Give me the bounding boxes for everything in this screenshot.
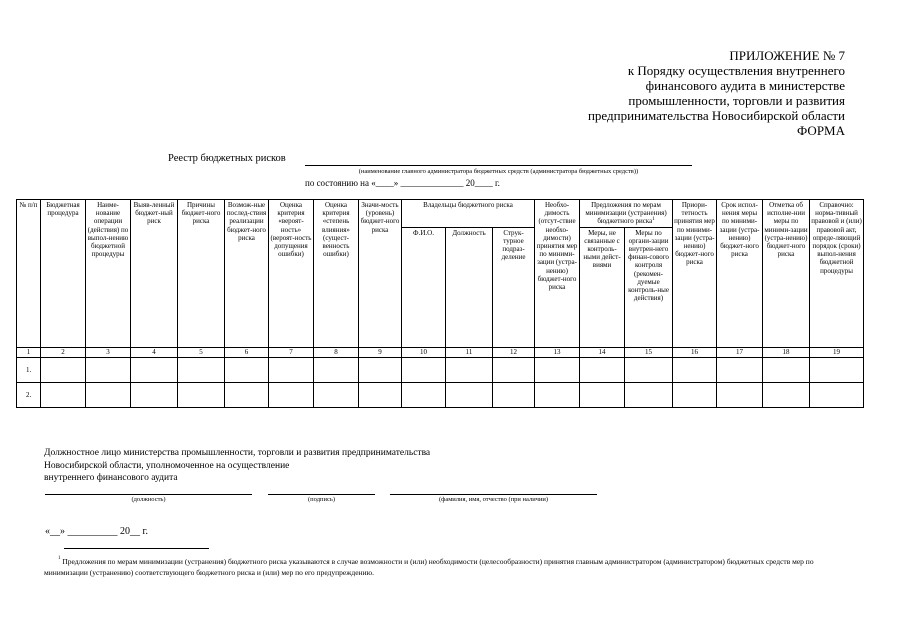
- table-cell[interactable]: [402, 357, 446, 382]
- table-cell[interactable]: [673, 382, 717, 407]
- header-group-cell: [580, 200, 673, 228]
- column-number: 1: [17, 347, 41, 357]
- table-cell[interactable]: [314, 357, 359, 382]
- table-cell[interactable]: [717, 382, 763, 407]
- table-cell[interactable]: [535, 357, 580, 382]
- table-cell[interactable]: [359, 357, 402, 382]
- table-cell[interactable]: [131, 382, 178, 407]
- column-number: 12: [493, 347, 535, 357]
- footnote-text: Предложения по мерам минимизации (устранения) бюджетного риска указываются в случае возможности и (или) необходимости (целесообразности) принятия главным администратором (администратором) бюджетных средств мер по минимизации (устранению) соответствующего бюджетного риска и (или) мер по его предупреждению.: [44, 557, 814, 577]
- official-line: Должностное лицо министерства промышленности, торговли и развития предпринимательства: [44, 448, 431, 458]
- column-number: 18: [763, 347, 810, 357]
- table-cell[interactable]: [178, 357, 225, 382]
- table-cell[interactable]: [625, 357, 673, 382]
- appendix-title: ПРИЛОЖЕНИЕ № 7: [729, 48, 845, 63]
- header-cell: Оценка критерия «вероят-ность» (вероят-ность допущения ошибки): [269, 200, 314, 348]
- footnote: [44, 556, 859, 578]
- table-cell[interactable]: [314, 382, 359, 407]
- signature-caption: (подпись): [308, 496, 335, 503]
- row-index: 1.: [17, 357, 41, 382]
- table-cell[interactable]: [535, 382, 580, 407]
- header-cell: Срок испол-нения меры по миними-зации (устра-нению) бюджет-ного риска: [717, 200, 763, 348]
- column-number: 7: [269, 347, 314, 357]
- table-cell[interactable]: [402, 382, 446, 407]
- header-cell: Значи-мость (уровень) бюджет-ного риска: [359, 200, 402, 348]
- table-cell[interactable]: [717, 357, 763, 382]
- column-number: 16: [673, 347, 717, 357]
- table-cell[interactable]: [493, 357, 535, 382]
- appendix-line: финансового аудита в министерстве: [645, 78, 845, 93]
- footnote-mark: 1: [58, 556, 61, 561]
- table-cell[interactable]: [580, 382, 625, 407]
- full-name-caption: (фамилия, имя, отчество (при наличии): [438, 496, 549, 503]
- header-cell: Меры по органи-зации внутрен-него финан-сового контроля (рекомен-дуемые контроль-ные действия): [625, 227, 673, 347]
- table-cell[interactable]: [810, 382, 864, 407]
- column-number: 6: [225, 347, 269, 357]
- header-cell: Отметка об исполне-нии меры по миними-зации (устра-нению) бюджет-ного риска: [763, 200, 810, 348]
- table-cell[interactable]: [359, 382, 402, 407]
- registry-date-line: по состоянию на «____» ______________ 20____ г.: [305, 178, 500, 188]
- column-number-row: [17, 347, 864, 357]
- sign-date: «__» __________ 20__ г.: [45, 526, 148, 537]
- table-cell[interactable]: [446, 357, 493, 382]
- header-cell: Ф.И.О.: [402, 227, 446, 347]
- registry-title: Реестр бюджетных рисков: [168, 153, 286, 164]
- header-row: [17, 200, 864, 228]
- table-row: [17, 357, 864, 382]
- column-number: 17: [717, 347, 763, 357]
- table-cell[interactable]: [86, 382, 131, 407]
- appendix-line: промышленности, торговли и развития: [628, 93, 845, 108]
- table-cell[interactable]: [131, 357, 178, 382]
- position-field[interactable]: [45, 494, 252, 495]
- column-number: 3: [86, 347, 131, 357]
- table-cell[interactable]: [625, 382, 673, 407]
- table-cell[interactable]: [493, 382, 535, 407]
- table-cell[interactable]: [86, 357, 131, 382]
- signature-field[interactable]: [268, 494, 375, 495]
- header-cell: Необхо-димость (отсут-ствие необхо-димости) принятия мер по миними-зации (устра-нению) бюджет-ного риска: [535, 200, 580, 348]
- column-number: 4: [131, 347, 178, 357]
- registry-name-field[interactable]: [305, 165, 692, 166]
- header-cell: Приори-тетность принятия мер по миними-зации (устра-нению) бюджет-ного риска: [673, 200, 717, 348]
- column-number: 11: [446, 347, 493, 357]
- header-cell: Меры, не связанные с контроль-ными дейст-виями: [580, 227, 625, 347]
- column-number: 10: [402, 347, 446, 357]
- form-label: ФОРМА: [797, 123, 845, 138]
- table-cell[interactable]: [269, 357, 314, 382]
- table-cell[interactable]: [763, 382, 810, 407]
- table-cell[interactable]: [763, 357, 810, 382]
- table-cell[interactable]: [580, 357, 625, 382]
- table-cell[interactable]: [225, 382, 269, 407]
- registry-subtitle: (наименование главного администратора бюджетных средств (администратора бюджетных средств)): [358, 168, 639, 175]
- full-name-field[interactable]: [390, 494, 597, 495]
- column-number: 14: [580, 347, 625, 357]
- header-cell: Струк-турное подраз-деление: [493, 227, 535, 347]
- official-block: [44, 447, 430, 485]
- official-line: Новосибирской области, уполномоченное на осуществление: [44, 460, 290, 471]
- header-cell: Оценка критерия «степень влияния» (сущест-венность ошибки): [314, 200, 359, 348]
- table-cell[interactable]: [41, 382, 86, 407]
- table-cell[interactable]: [673, 357, 717, 382]
- row-index: 2.: [17, 382, 41, 407]
- header-cell: Наиме-нование операции (действия) по выпол-нению бюджетной процедуры: [86, 200, 131, 348]
- table-cell[interactable]: [225, 357, 269, 382]
- position-caption: (должность): [131, 496, 166, 503]
- column-number: 13: [535, 347, 580, 357]
- appendix-line: к Порядку осуществления внутреннего: [627, 63, 845, 78]
- appendix-header: [515, 48, 845, 138]
- column-number: 2: [41, 347, 86, 357]
- header-cell: Должность: [446, 227, 493, 347]
- table-cell[interactable]: [446, 382, 493, 407]
- header-cell: Справочно: норма-тивный правовой и (или) правовой акт, опреде-ляющий порядок (сроки) выпол-нения бюджетной процедуры: [810, 200, 864, 348]
- column-number: 15: [625, 347, 673, 357]
- header-cell: Выяв-ленный бюджет-ный риск: [131, 200, 178, 348]
- header-cell: Причины бюджет-ного риска: [178, 200, 225, 348]
- risk-registry-table: [16, 199, 864, 408]
- header-group-text: Предложения по мерам минимизации (устранения) бюджетного риска: [585, 201, 667, 226]
- column-number: 19: [810, 347, 864, 357]
- column-number: 8: [314, 347, 359, 357]
- table-cell[interactable]: [41, 357, 86, 382]
- footnote-divider: [64, 548, 209, 549]
- header-cell: № п/п: [17, 200, 41, 348]
- header-cell: Возмож-ные послед-ствия реализации бюджет-ного риска: [225, 200, 269, 348]
- table-row: [17, 382, 864, 407]
- table-cell[interactable]: [269, 382, 314, 407]
- official-line: внутреннего финансового аудита: [44, 473, 178, 483]
- header-cell: Бюджетная процедура: [41, 200, 86, 348]
- header-group-cell: Владельцы бюджетного риска: [402, 200, 535, 228]
- appendix-line: предпринимательства Новосибирской области: [587, 108, 845, 123]
- column-number: 5: [178, 347, 225, 357]
- table-cell[interactable]: [178, 382, 225, 407]
- column-number: 9: [359, 347, 402, 357]
- table-cell[interactable]: [810, 357, 864, 382]
- footnote-ref: 1: [652, 217, 655, 223]
